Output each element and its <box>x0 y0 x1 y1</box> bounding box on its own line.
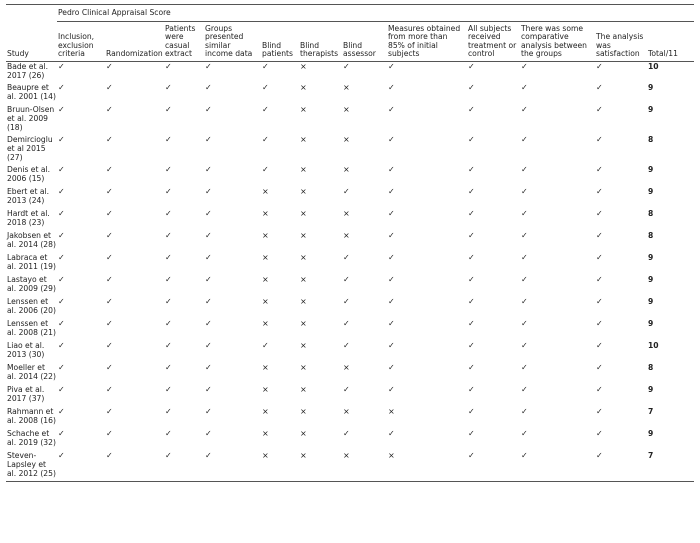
cross-icon: × <box>343 105 350 115</box>
cross-icon: × <box>262 297 269 307</box>
check-icon: ✓ <box>205 385 212 395</box>
check-icon: ✓ <box>343 319 350 329</box>
check-icon: ✓ <box>58 297 65 307</box>
total-score: 9 <box>648 187 654 197</box>
table-row <box>6 209 694 231</box>
check-icon: ✓ <box>205 253 212 263</box>
cross-icon: × <box>262 209 269 219</box>
check-icon: ✓ <box>468 135 475 145</box>
cross-icon: × <box>300 407 307 417</box>
column-header: Blind assessor <box>342 21 387 61</box>
check-icon: ✓ <box>205 341 212 351</box>
column-header: Blind patients <box>261 21 299 61</box>
check-icon: ✓ <box>106 83 113 93</box>
check-icon: ✓ <box>468 341 475 351</box>
check-icon: ✓ <box>165 61 172 71</box>
check-icon: ✓ <box>596 209 603 219</box>
check-icon: ✓ <box>58 275 65 285</box>
cross-icon: × <box>343 407 350 417</box>
check-icon: ✓ <box>596 61 603 71</box>
check-icon: ✓ <box>596 341 603 351</box>
table-row <box>6 105 694 135</box>
check-icon: ✓ <box>205 363 212 373</box>
study-cell: Hardt et al. 2018 (23) <box>7 209 50 228</box>
cross-icon: × <box>342 451 387 481</box>
check-icon: ✓ <box>343 61 350 71</box>
check-icon: ✓ <box>521 319 528 329</box>
column-header: All subjects received treatment or control <box>467 21 520 61</box>
check-icon: ✓ <box>388 187 395 197</box>
cross-icon: × <box>300 187 307 197</box>
check-icon: ✓ <box>521 61 528 71</box>
check-icon: ✓ <box>596 385 603 395</box>
check-icon: ✓ <box>468 253 475 263</box>
check-icon: ✓ <box>521 253 528 263</box>
group-header-row <box>6 5 694 22</box>
check-icon: ✓ <box>165 135 172 145</box>
check-icon: ✓ <box>165 341 172 351</box>
check-icon: ✓ <box>165 253 172 263</box>
check-icon: ✓ <box>468 209 475 219</box>
check-icon: ✓ <box>262 61 269 71</box>
cross-icon: × <box>262 363 269 373</box>
check-icon: ✓ <box>165 385 172 395</box>
table-body <box>6 61 694 481</box>
check-icon: ✓ <box>58 187 65 197</box>
cross-icon: × <box>300 341 307 351</box>
check-icon: ✓ <box>468 385 475 395</box>
cross-icon: × <box>300 135 307 145</box>
total-score: 9 <box>648 319 654 329</box>
study-cell: Demircioglu et al 2015 (27) <box>7 135 53 162</box>
check-icon: ✓ <box>262 135 269 145</box>
table-row <box>6 385 694 407</box>
check-icon: ✓ <box>596 135 603 145</box>
study-cell: Bruun-Olsen et al. 2009 (18) <box>7 105 55 132</box>
cross-icon: × <box>262 187 269 197</box>
check-icon: ✓ <box>106 319 113 329</box>
cross-icon: × <box>300 61 307 71</box>
cross-icon: × <box>300 83 307 93</box>
check-icon: ✓ <box>343 253 350 263</box>
check-icon: ✓ <box>596 275 603 285</box>
column-header: Blind therapists <box>299 21 342 61</box>
check-icon: ✓ <box>521 341 528 351</box>
check-icon: ✓ <box>468 105 475 115</box>
check-icon: ✓ <box>165 83 172 93</box>
total-score: 9 <box>648 429 654 439</box>
check-icon: ✓ <box>106 187 113 197</box>
check-icon: ✓ <box>58 61 65 71</box>
group-header: Pedro Clinical Appraisal Score <box>57 5 694 22</box>
table-row <box>6 275 694 297</box>
cross-icon: × <box>343 83 350 93</box>
cross-icon: × <box>343 209 350 219</box>
check-icon: ✓ <box>388 231 395 241</box>
check-icon: ✓ <box>343 385 350 395</box>
total-score: 8 <box>648 363 654 373</box>
check-icon: ✓ <box>596 363 603 373</box>
cross-icon: × <box>343 363 350 373</box>
total-score: 7 <box>648 407 654 417</box>
check-icon: ✓ <box>164 451 204 481</box>
check-icon: ✓ <box>205 61 212 71</box>
check-icon: ✓ <box>106 209 113 219</box>
check-icon: ✓ <box>388 135 395 145</box>
check-icon: ✓ <box>57 451 105 481</box>
cross-icon: × <box>300 363 307 373</box>
cross-icon: × <box>300 253 307 263</box>
study-cell: Rahmann et al. 2008 (16) <box>7 407 56 426</box>
check-icon: ✓ <box>165 209 172 219</box>
column-header: Patients were casual extract <box>164 21 204 61</box>
table-row <box>6 407 694 429</box>
check-icon: ✓ <box>262 83 269 93</box>
pedro-table-container <box>6 4 694 482</box>
column-header: There was some comparative analysis between the groups <box>520 21 595 61</box>
check-icon: ✓ <box>106 165 113 175</box>
check-icon: ✓ <box>521 407 528 417</box>
check-icon: ✓ <box>343 341 350 351</box>
check-icon: ✓ <box>205 297 212 307</box>
cross-icon: × <box>343 231 350 241</box>
check-icon: ✓ <box>58 165 65 175</box>
check-icon: ✓ <box>204 451 261 481</box>
check-icon: ✓ <box>165 275 172 285</box>
table-row <box>6 135 694 165</box>
cross-icon: × <box>300 231 307 241</box>
check-icon: ✓ <box>388 429 395 439</box>
check-icon: ✓ <box>521 385 528 395</box>
study-cell: Ebert et al. 2013 (24) <box>7 187 50 206</box>
check-icon: ✓ <box>343 275 350 285</box>
pedro-appraisal-table <box>6 4 694 482</box>
column-header: Total/11 <box>647 21 694 61</box>
check-icon: ✓ <box>388 253 395 263</box>
check-icon: ✓ <box>165 297 172 307</box>
cross-icon: × <box>262 275 269 285</box>
check-icon: ✓ <box>468 275 475 285</box>
column-header: Study <box>6 21 57 61</box>
check-icon: ✓ <box>106 341 113 351</box>
check-icon: ✓ <box>388 165 395 175</box>
check-icon: ✓ <box>388 275 395 285</box>
cross-icon: × <box>388 407 395 417</box>
check-icon: ✓ <box>388 319 395 329</box>
study-cell: Schache et al. 2019 (32) <box>7 429 56 448</box>
table-row <box>6 253 694 275</box>
total-score: 7 <box>647 451 694 481</box>
study-cell: Liao et al. 2013 (30) <box>7 341 45 360</box>
study-cell: Jakobsen et al. 2014 (28) <box>7 231 56 250</box>
check-icon: ✓ <box>58 385 65 395</box>
check-icon: ✓ <box>205 407 212 417</box>
check-icon: ✓ <box>205 165 212 175</box>
check-icon: ✓ <box>58 209 65 219</box>
check-icon: ✓ <box>58 363 65 373</box>
column-header: Measures obtained from more than 85% of initial subjects <box>387 21 467 61</box>
check-icon: ✓ <box>596 297 603 307</box>
check-icon: ✓ <box>521 187 528 197</box>
group-header-spacer <box>6 5 57 22</box>
check-icon: ✓ <box>388 209 395 219</box>
check-icon: ✓ <box>205 105 212 115</box>
check-icon: ✓ <box>262 341 269 351</box>
check-icon: ✓ <box>58 105 65 115</box>
check-icon: ✓ <box>58 135 65 145</box>
cross-icon: × <box>343 135 350 145</box>
total-score: 10 <box>648 61 659 71</box>
table-row <box>6 165 694 187</box>
check-icon: ✓ <box>205 319 212 329</box>
check-icon: ✓ <box>468 429 475 439</box>
check-icon: ✓ <box>596 165 603 175</box>
column-header: Groups presented similar income data <box>204 21 261 61</box>
check-icon: ✓ <box>596 105 603 115</box>
check-icon: ✓ <box>106 407 113 417</box>
cross-icon: × <box>299 451 342 481</box>
check-icon: ✓ <box>521 297 528 307</box>
check-icon: ✓ <box>596 429 603 439</box>
table-row <box>6 187 694 209</box>
cross-icon: × <box>300 165 307 175</box>
cross-icon: × <box>300 319 307 329</box>
check-icon: ✓ <box>262 105 269 115</box>
study-cell: Piva et al. 2017 (37) <box>7 385 45 404</box>
check-icon: ✓ <box>58 341 65 351</box>
check-icon: ✓ <box>467 451 520 481</box>
table-row <box>6 231 694 253</box>
check-icon: ✓ <box>596 407 603 417</box>
check-icon: ✓ <box>388 341 395 351</box>
cross-icon: × <box>343 165 350 175</box>
check-icon: ✓ <box>58 429 65 439</box>
check-icon: ✓ <box>165 363 172 373</box>
total-score: 9 <box>648 165 654 175</box>
check-icon: ✓ <box>165 319 172 329</box>
check-icon: ✓ <box>106 253 113 263</box>
check-icon: ✓ <box>596 319 603 329</box>
study-cell: Bade et al. 2017 (26) <box>7 61 49 80</box>
check-icon: ✓ <box>106 231 113 241</box>
cross-icon: × <box>300 209 307 219</box>
study-cell: Labraca et al. 2011 (19) <box>7 253 56 272</box>
check-icon: ✓ <box>468 83 475 93</box>
check-icon: ✓ <box>165 407 172 417</box>
check-icon: ✓ <box>595 451 647 481</box>
check-icon: ✓ <box>205 429 212 439</box>
check-icon: ✓ <box>58 231 65 241</box>
check-icon: ✓ <box>596 83 603 93</box>
check-icon: ✓ <box>106 275 113 285</box>
cross-icon: × <box>387 451 467 481</box>
check-icon: ✓ <box>165 231 172 241</box>
check-icon: ✓ <box>165 429 172 439</box>
check-icon: ✓ <box>165 105 172 115</box>
table-row <box>6 341 694 363</box>
check-icon: ✓ <box>343 297 350 307</box>
total-score: 8 <box>648 209 654 219</box>
check-icon: ✓ <box>106 385 113 395</box>
check-icon: ✓ <box>106 135 113 145</box>
check-icon: ✓ <box>596 231 603 241</box>
check-icon: ✓ <box>106 61 113 71</box>
check-icon: ✓ <box>468 61 475 71</box>
check-icon: ✓ <box>58 83 65 93</box>
total-score: 9 <box>648 297 654 307</box>
column-header: Inclusion, exclusion criteria <box>57 21 105 61</box>
check-icon: ✓ <box>388 61 395 71</box>
check-icon: ✓ <box>388 363 395 373</box>
check-icon: ✓ <box>596 187 603 197</box>
study-cell: Lenssen et al. 2008 (21) <box>7 319 56 338</box>
check-icon: ✓ <box>262 165 269 175</box>
check-icon: ✓ <box>521 135 528 145</box>
cross-icon: × <box>300 105 307 115</box>
cross-icon: × <box>300 385 307 395</box>
check-icon: ✓ <box>58 319 65 329</box>
table-row <box>6 429 694 451</box>
check-icon: ✓ <box>388 105 395 115</box>
table-row <box>6 61 694 83</box>
check-icon: ✓ <box>106 297 113 307</box>
study-cell: Moeller et al. 2014 (22) <box>7 363 56 382</box>
check-icon: ✓ <box>105 451 164 481</box>
table-row <box>6 363 694 385</box>
cross-icon: × <box>262 407 269 417</box>
check-icon: ✓ <box>468 319 475 329</box>
check-icon: ✓ <box>521 363 528 373</box>
total-score: 9 <box>648 105 654 115</box>
cross-icon: × <box>262 253 269 263</box>
column-header: The analysis was satisfaction <box>595 21 647 61</box>
cross-icon: × <box>300 297 307 307</box>
check-icon: ✓ <box>165 165 172 175</box>
study-cell: Lenssen et al. 2006 (20) <box>7 297 56 316</box>
check-icon: ✓ <box>343 429 350 439</box>
study-cell: Steven-Lapsley et al. 2012 (25) <box>6 451 57 481</box>
total-score: 9 <box>648 385 654 395</box>
check-icon: ✓ <box>205 209 212 219</box>
total-score: 10 <box>648 341 659 351</box>
total-score: 9 <box>648 83 654 93</box>
check-icon: ✓ <box>520 451 595 481</box>
check-icon: ✓ <box>521 231 528 241</box>
check-icon: ✓ <box>468 165 475 175</box>
check-icon: ✓ <box>521 83 528 93</box>
column-header: Randomization <box>105 21 164 61</box>
cross-icon: × <box>300 429 307 439</box>
check-icon: ✓ <box>521 165 528 175</box>
check-icon: ✓ <box>388 83 395 93</box>
cross-icon: × <box>262 319 269 329</box>
total-score: 9 <box>648 275 654 285</box>
cross-icon: × <box>262 429 269 439</box>
check-icon: ✓ <box>205 83 212 93</box>
check-icon: ✓ <box>106 429 113 439</box>
cross-icon: × <box>300 275 307 285</box>
check-icon: ✓ <box>468 231 475 241</box>
total-score: 9 <box>648 253 654 263</box>
total-score: 8 <box>648 231 654 241</box>
check-icon: ✓ <box>388 297 395 307</box>
study-cell: Denis et al. 2006 (15) <box>7 165 51 184</box>
check-icon: ✓ <box>343 187 350 197</box>
check-icon: ✓ <box>106 363 113 373</box>
table-row <box>6 451 694 481</box>
check-icon: ✓ <box>58 253 65 263</box>
check-icon: ✓ <box>205 231 212 241</box>
check-icon: ✓ <box>205 135 212 145</box>
check-icon: ✓ <box>468 407 475 417</box>
check-icon: ✓ <box>165 187 172 197</box>
check-icon: ✓ <box>521 105 528 115</box>
table-row <box>6 319 694 341</box>
check-icon: ✓ <box>205 187 212 197</box>
check-icon: ✓ <box>468 297 475 307</box>
check-icon: ✓ <box>521 429 528 439</box>
study-cell: Lastayo et al. 2009 (29) <box>7 275 56 294</box>
check-icon: ✓ <box>388 385 395 395</box>
check-icon: ✓ <box>521 275 528 285</box>
check-icon: ✓ <box>468 187 475 197</box>
cross-icon: × <box>262 231 269 241</box>
cross-icon: × <box>261 451 299 481</box>
study-cell: Beaupre et al. 2001 (14) <box>7 83 56 102</box>
check-icon: ✓ <box>468 363 475 373</box>
column-header-row <box>6 21 694 61</box>
check-icon: ✓ <box>58 407 65 417</box>
table-row <box>6 83 694 105</box>
table-row <box>6 297 694 319</box>
check-icon: ✓ <box>596 253 603 263</box>
check-icon: ✓ <box>521 209 528 219</box>
cross-icon: × <box>262 385 269 395</box>
total-score: 8 <box>648 135 654 145</box>
check-icon: ✓ <box>205 275 212 285</box>
check-icon: ✓ <box>106 105 113 115</box>
